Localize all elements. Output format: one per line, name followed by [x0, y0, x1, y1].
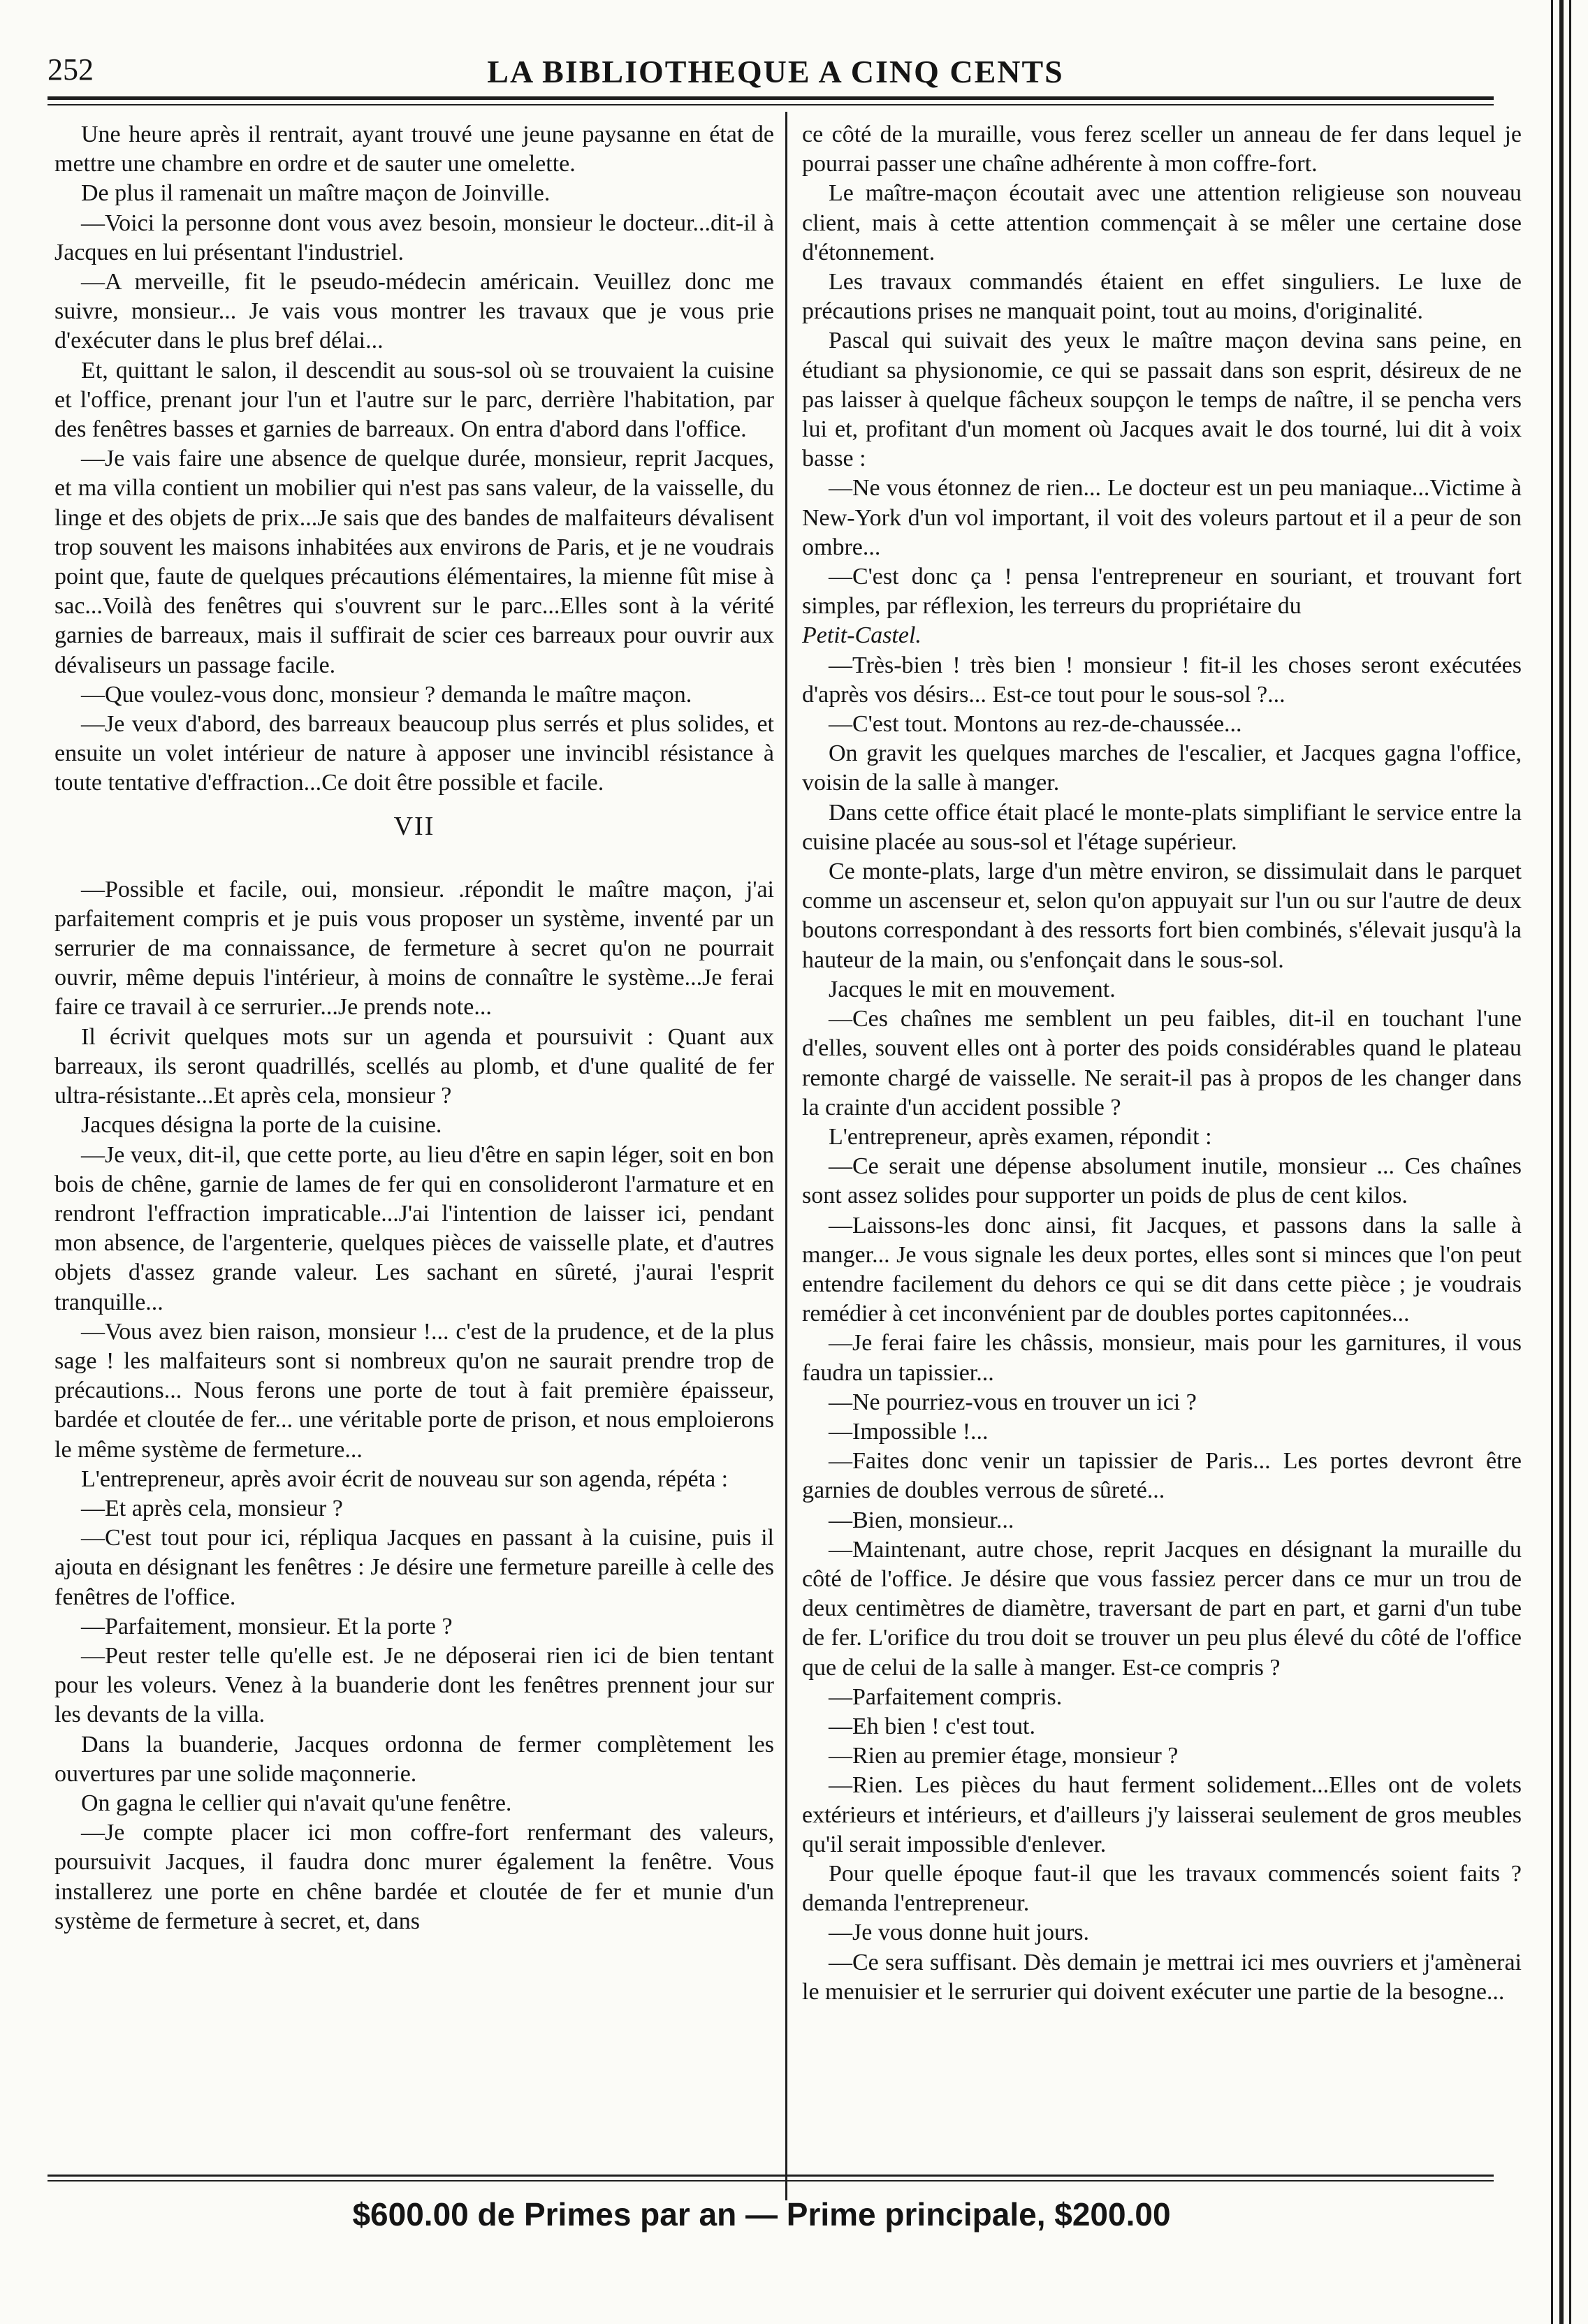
paragraph: —Je vous donne huit jours. — [829, 1920, 1090, 1946]
page-header — [0, 0, 1588, 105]
paragraph: —Et après cela, monsieur ? — [81, 1495, 343, 1521]
paragraph: —Impossible !... — [829, 1418, 989, 1445]
paragraph: —Parfaitement compris. — [829, 1683, 1063, 1710]
right-text-column — [802, 120, 1522, 2177]
paragraph: Pascal qui suivait des yeux le maître maçon devina sans peine, en étudiant sa physionomie, ce qui se passait dans son esprit, désireux de ne pas laisser à quelque fâcheux soupçon le temps de naître, il se pencha vers lui et, profitant d'un moment où Jacques avait le dos tourné, lui dit à voix basse : — [802, 328, 1522, 472]
header-rule-thin — [48, 104, 1494, 105]
paragraph: —Je vais faire une absence de quelque durée, monsieur, reprit Jacques, et ma villa contient un mobilier qui n'est pas sans valeur, de la vaisselle, du linge et des objets de prix...Je sais que des bandes de malfaiteurs dévalisent trop souvent les maisons inhabitées aux environs de Paris, et je ne voudrais point que, faute de quelques précautions élémentaires, la mienne fût mise à sac...Voilà des fenêtres qui s'ouvrent sur le parc...Elles sont à la vérité garnies de barreaux, mais il suffirait de scier ces barreaux pour ouvrir aux dévaliseurs un passage facile. — [54, 446, 774, 678]
paragraph: Petit-Castel. — [802, 622, 922, 649]
paragraph: —Je compte placer ici mon coffre-fort renfermant des valeurs, poursuivit Jacques, il faudra donc murer également la fenêtre. Vous installerez une porte en chêne bardée et cloutée de fer et munie d'un système de fermeture à secret, et, dans — [54, 1820, 774, 1934]
page-edge-line — [1559, 0, 1564, 2324]
paragraph: —Rien. Les pièces du haut ferment solidement...Elles ont de volets extérieurs et intérieurs, et d'ailleurs j'y laisserai seulement de gros meubles qu'il serait impossible d'enlever. — [802, 1772, 1522, 1857]
paragraph: —Vous avez bien raison, monsieur !... c'est de la prudence, et de la plus sage ! les malfaiteurs sont si nombreux qu'on ne saurait prendre trop de précautions... Nous ferons une porte de tout à fait première épaisseur, bardée et cloutée de fer... une véritable porte de prison, et nous emploierons le même système de fermeture... — [54, 1318, 774, 1463]
paragraph: L'entrepreneur, après examen, répondit : — [829, 1123, 1212, 1150]
paragraph: —Ne vous étonnez de rien... Le docteur est un peu maniaque...Victime à New-York d'un vol important, il voit des voleurs partout et il a peur de son ombre... — [802, 475, 1522, 560]
page-number: 252 — [48, 52, 94, 87]
paragraph: —Bien, monsieur... — [829, 1507, 1014, 1533]
running-title: LA BIBLIOTHEQUE A CINQ CENTS — [487, 54, 1064, 89]
paragraph: —A merveille, fit le pseudo-médecin américain. Veuillez donc me suivre, monsieur... Je vais vous montrer les travaux que je vous prie d'exécuter dans le plus bref délai... — [54, 269, 774, 354]
paragraph: Il écrivit quelques mots sur un agenda et poursuivit : Quant aux barreaux, ils seront quadrillés, scellés au plomb, et d'une qualité de fer ultra-résistante...Et après cela, monsieur ? — [54, 1023, 774, 1109]
paragraph: Ce monte-plats, large d'un mètre environ, se dissimulait dans le parquet comme un ascenseur et, selon qu'on appuyait sur l'un ou sur l'autre de deux boutons correspondant à des ressorts fort bien combinés, s'élevait jusqu'à la hauteur de la main, ou s'enfonçait dans le sous-sol. — [802, 858, 1522, 973]
paragraph: —Faites donc venir un tapissier de Paris... Les portes devront être garnies de doubles verrous de sûreté... — [802, 1448, 1522, 1504]
paragraph: Jacques le mit en mouvement. — [829, 976, 1116, 1002]
paragraph: —Ne pourriez-vous en trouver un ici ? — [829, 1389, 1197, 1415]
paragraph: —Je veux d'abord, des barreaux beaucoup plus serrés et plus solides, et ensuite un volet intérieur de nature à apposer une invincibl résistance à toute tentative d'effraction...Ce doit être possible et facile. — [54, 711, 774, 796]
paragraph: Les travaux commandés étaient en effet singuliers. Le luxe de précautions prises ne manquait point, tout au moins, d'originalité. — [802, 269, 1522, 325]
paragraph: —Eh bien ! c'est tout. — [829, 1713, 1036, 1739]
paragraph: —Laissons-les donc ainsi, fit Jacques, et passons dans la salle à manger... Je vous signale les deux portes, elles sont si minces que l'on peut entendre facilement du dehors ce qui se dit dans cette pièce ; je voudrais remédier à cet inconvénient par de doubles portes capitonnées... — [802, 1212, 1522, 1327]
chapter-heading: VII — [393, 811, 435, 841]
footer-rule-top — [48, 2175, 1494, 2177]
paragraph: L'entrepreneur, après avoir écrit de nouveau sur son agenda, répéta : — [81, 1466, 729, 1492]
paragraph: —C'est tout pour ici, répliqua Jacques en passant à la cuisine, puis il ajouta en désignant les fenêtres : Je désire une fermeture pareille à celle des fenêtres de l'office. — [54, 1525, 774, 1610]
paragraph: —Possible et facile, oui, monsieur. .répondit le maître maçon, j'ai parfaitement compris et je puis vous proposer un système, inventé par un serrurier de ma connaissance, de fermeture à secret qu'on ne pourrait ouvrir, même depuis l'intérieur, à moins de connaître le système...Je ferai faire ce travail à ce serrurier...Je prends note... — [54, 876, 774, 1021]
paragraph: —Maintenant, autre chose, reprit Jacques en désignant la muraille du côté de l'office. Je désire que vous fassiez percer dans ce mur un trou de deux centimètres de diamètre, traversant de part en part, et garni d'un tube de fer. L'orifice du trou doit se trouver un peu plus élevé du côté de l'office que de celui de la salle à manger. Est-ce compris ? — [802, 1536, 1522, 1681]
page-edge-line — [1569, 0, 1571, 2324]
footer-banner: $600.00 de Primes par an — Prime principale, $200.00 — [352, 2196, 1171, 2232]
paragraph: Pour quelle époque faut-il que les travaux commencés soient faits ? demanda l'entrepreneur. — [802, 1860, 1522, 1917]
paragraph: Dans la buanderie, Jacques ordonna de fermer complètement les ouvertures par une solide maçonnerie. — [54, 1731, 774, 1787]
column-divider — [785, 112, 787, 2200]
paragraph: Et, quittant le salon, il descendit au sous-sol où se trouvaient la cuisine et l'office, prenant jour l'un et l'autre sur le parc, derrière l'habitation, par des fenêtres basses et garnies de barreaux. On entra d'abord dans l'office. — [54, 357, 774, 443]
paragraph: —Que voulez-vous donc, monsieur ? demanda le maître maçon. — [81, 681, 692, 708]
paragraph: —Très-bien ! très bien ! monsieur ! fit-il les choses seront exécutées d'après vos désirs... Est-ce tout pour le sous-sol ?... — [802, 652, 1522, 708]
paragraph: —C'est donc ça ! pensa l'entrepreneur en souriant, et trouvant fort simples, par réflexion, les terreurs du propriétaire du — [802, 564, 1522, 620]
paragraph: Jacques désigna la porte de la cuisine. — [81, 1112, 442, 1139]
paragraph: ce côté de la muraille, vous ferez sceller un anneau de fer dans lequel je pourrai passer une chaîne adhérente à mon coffre-fort. — [802, 122, 1522, 177]
paragraph: —Parfaitement, monsieur. Et la porte ? — [81, 1613, 453, 1639]
paragraph: —Rien au premier étage, monsieur ? — [829, 1743, 1179, 1769]
footer-rule-bottom — [48, 2180, 1494, 2182]
paragraph: —Voici la personne dont vous avez besoin, monsieur le docteur...dit-il à Jacques en lui présentant l'industriel. — [54, 210, 774, 265]
paragraph: —Peut rester telle qu'elle est. Je ne déposerai rien ici de bien tentant pour les voleurs. Venez à la buanderie dont les fenêtres prennent jour sur les devants de la villa. — [54, 1642, 774, 1728]
paragraph: —Je veux, dit-il, que cette porte, au lieu d'être en sapin léger, soit en bon bois de chêne, garnie de lames de fer qui en consolideront l'armature et en rendront l'effraction impraticable...J'ai l'intention de laisser ici, pendant mon absence, de l'argenterie, quelques pièces de vaisselle plate, et d'autres objets d'assez grande valeur. Les sachant en sûreté, j'aurai l'esprit tranquille... — [54, 1141, 774, 1315]
left-text-column — [54, 120, 774, 2177]
paragraph: Le maître-maçon écoutait avec une attention religieuse son nouveau client, mais à cette attention commençait à se mêler une certaine dose d'étonnement. — [802, 180, 1522, 265]
paragraph: Une heure après il rentrait, ayant trouvé une jeune paysanne en état de mettre une chambre en ordre et de sauter une omelette. — [54, 122, 774, 177]
page-edge-line — [1551, 0, 1553, 2324]
paragraph: On gagna le cellier qui n'avait qu'une fenêtre. — [81, 1790, 512, 1816]
paragraph: —Ces chaînes me semblent un peu faibles, dit-il en touchant l'une d'elles, souvent elles ont à porter des poids considérables quand le plateau remonte chargé de vaisselle. Ne serait-il pas à propos de les changer dans la crainte d'un accident possible ? — [802, 1006, 1522, 1120]
paragraph: —C'est tout. Montons au rez-de-chaussée... — [829, 711, 1242, 738]
paragraph: Dans cette office était placé le monte-plats simplifiant le service entre la cuisine placée au sous-sol et l'étage supérieur. — [802, 799, 1522, 855]
paragraph: De plus il ramenait un maître maçon de Joinville. — [81, 180, 551, 207]
paragraph: —Ce serait une dépense absolument inutile, monsieur ... Ces chaînes sont assez solides pour supporter un poids de plus de cent kilos. — [802, 1153, 1522, 1209]
paragraph: —Je ferai faire les châssis, monsieur, mais pour les garnitures, il vous faudra un tapissier... — [802, 1330, 1522, 1386]
paragraph: —Ce sera suffisant. Dès demain je mettrai ici mes ouvriers et j'amènerai le menuisier et le serrurier qui doivent exécuter une partie de la besogne... — [802, 1949, 1522, 2005]
header-rule-thick — [48, 96, 1494, 100]
paragraph: On gravit les quelques marches de l'escalier, et Jacques gagna l'office, voisin de la salle à manger. — [802, 740, 1522, 796]
